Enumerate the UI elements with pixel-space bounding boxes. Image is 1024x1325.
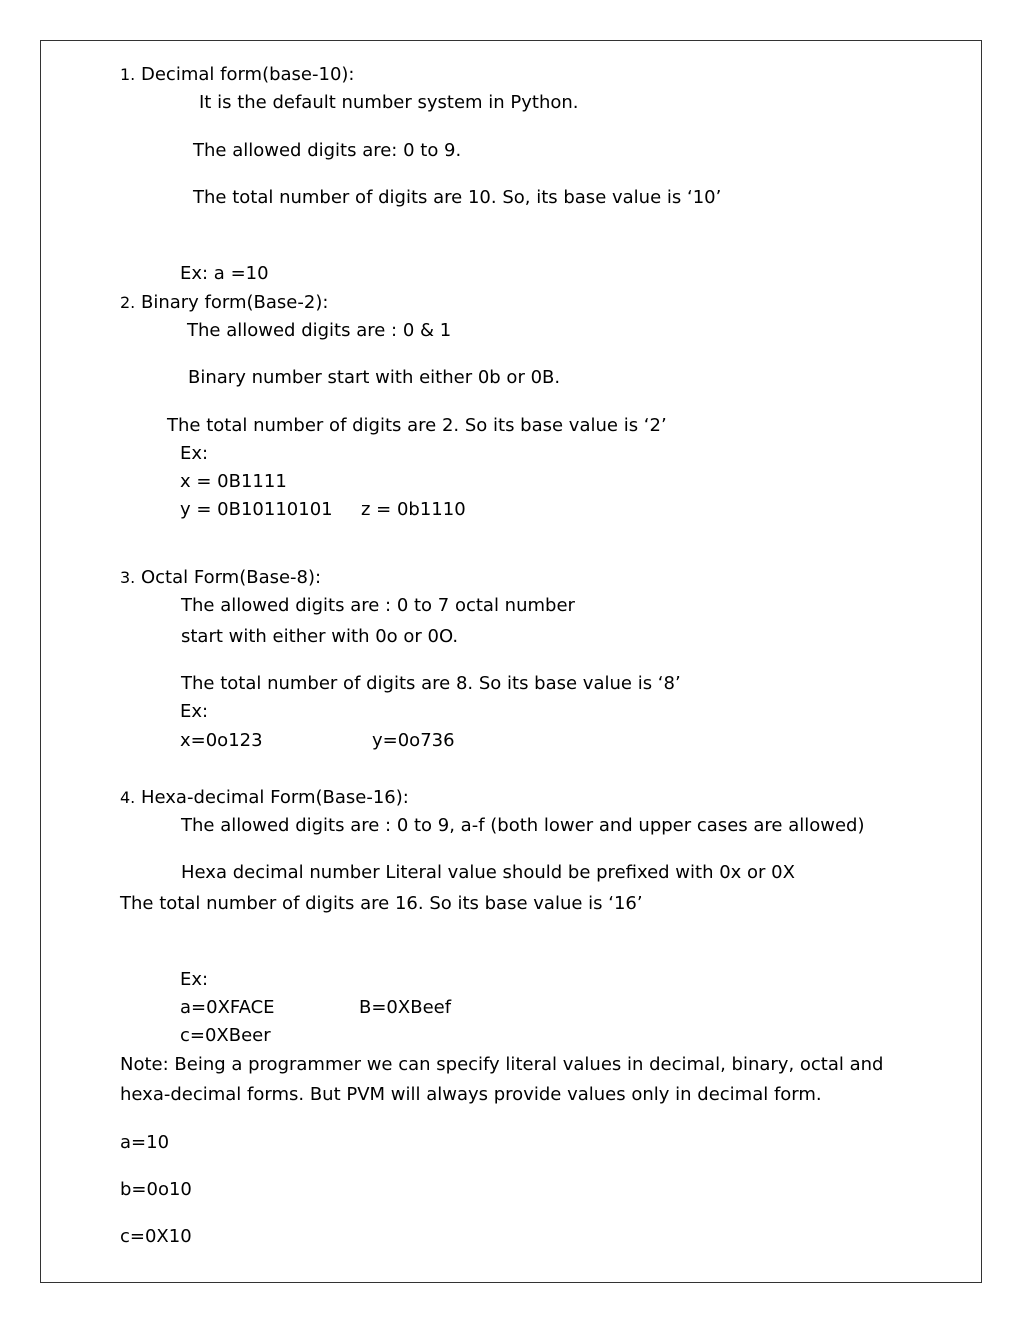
section3-line2: start with either with 0o or 0O. bbox=[181, 626, 459, 647]
section2-ex-z: z = 0b1110 bbox=[361, 499, 466, 520]
section2-line3: The total number of digits are 2. So its base value is ‘2’ bbox=[167, 415, 667, 436]
section1-line1: It is the default number system in Python. bbox=[199, 92, 579, 113]
example-a: a=10 bbox=[120, 1132, 170, 1153]
section4-ex-b: B=0XBeef bbox=[359, 997, 452, 1018]
section4-heading bbox=[120, 787, 409, 809]
section3-ex-y: y=0o736 bbox=[372, 730, 455, 751]
section4-ex-a: a=0XFACE bbox=[180, 997, 275, 1018]
section3-ex-label: Ex: bbox=[180, 701, 209, 722]
section1-heading bbox=[120, 64, 355, 86]
section2-line1: The allowed digits are : 0 & 1 bbox=[187, 320, 452, 341]
example-c: c=0X10 bbox=[120, 1226, 192, 1247]
section2-ex-label: Ex: bbox=[180, 443, 209, 464]
section4-line3: The total number of digits are 16. So its base value is ‘16’ bbox=[120, 893, 643, 914]
section4-ex-label: Ex: bbox=[180, 969, 209, 990]
section1-example: Ex: a =10 bbox=[180, 263, 269, 284]
section1-number: 1. bbox=[120, 65, 136, 84]
section4-line1: The allowed digits are : 0 to 9, a-f (both lower and upper cases are allowed) bbox=[181, 815, 865, 836]
section3-ex-x: x=0o123 bbox=[180, 730, 263, 751]
section2-ex-x: x = 0B1111 bbox=[180, 471, 287, 492]
section1-title: Decimal form(base-10): bbox=[135, 64, 355, 85]
section2-title: Binary form(Base-2): bbox=[135, 292, 329, 313]
section4-title: Hexa-decimal Form(Base-16): bbox=[135, 787, 409, 808]
section3-heading bbox=[120, 567, 321, 589]
section2-heading bbox=[120, 292, 328, 314]
section3-title: Octal Form(Base-8): bbox=[135, 567, 322, 588]
section4-line2: Hexa decimal number Literal value should be prefixed with 0x or 0X bbox=[181, 862, 795, 883]
section2-line2: Binary number start with either 0b or 0B. bbox=[188, 367, 561, 388]
section3-number: 3. bbox=[120, 568, 136, 587]
note-line2: hexa-decimal forms. But PVM will always provide values only in decimal form. bbox=[120, 1084, 822, 1105]
section4-ex-c: c=0XBeer bbox=[180, 1025, 271, 1046]
section4-number: 4. bbox=[120, 788, 136, 807]
section1-line3: The total number of digits are 10. So, its base value is ‘10’ bbox=[193, 187, 722, 208]
section2-number: 2. bbox=[120, 293, 136, 312]
note-line1: Note: Being a programmer we can specify literal values in decimal, binary, octal and bbox=[120, 1054, 884, 1075]
section3-line3: The total number of digits are 8. So its base value is ‘8’ bbox=[181, 673, 681, 694]
section3-line1: The allowed digits are : 0 to 7 octal number bbox=[181, 595, 575, 616]
section1-line2: The allowed digits are: 0 to 9. bbox=[193, 140, 462, 161]
section2-ex-y: y = 0B10110101 bbox=[180, 499, 333, 520]
example-b: b=0o10 bbox=[120, 1179, 192, 1200]
